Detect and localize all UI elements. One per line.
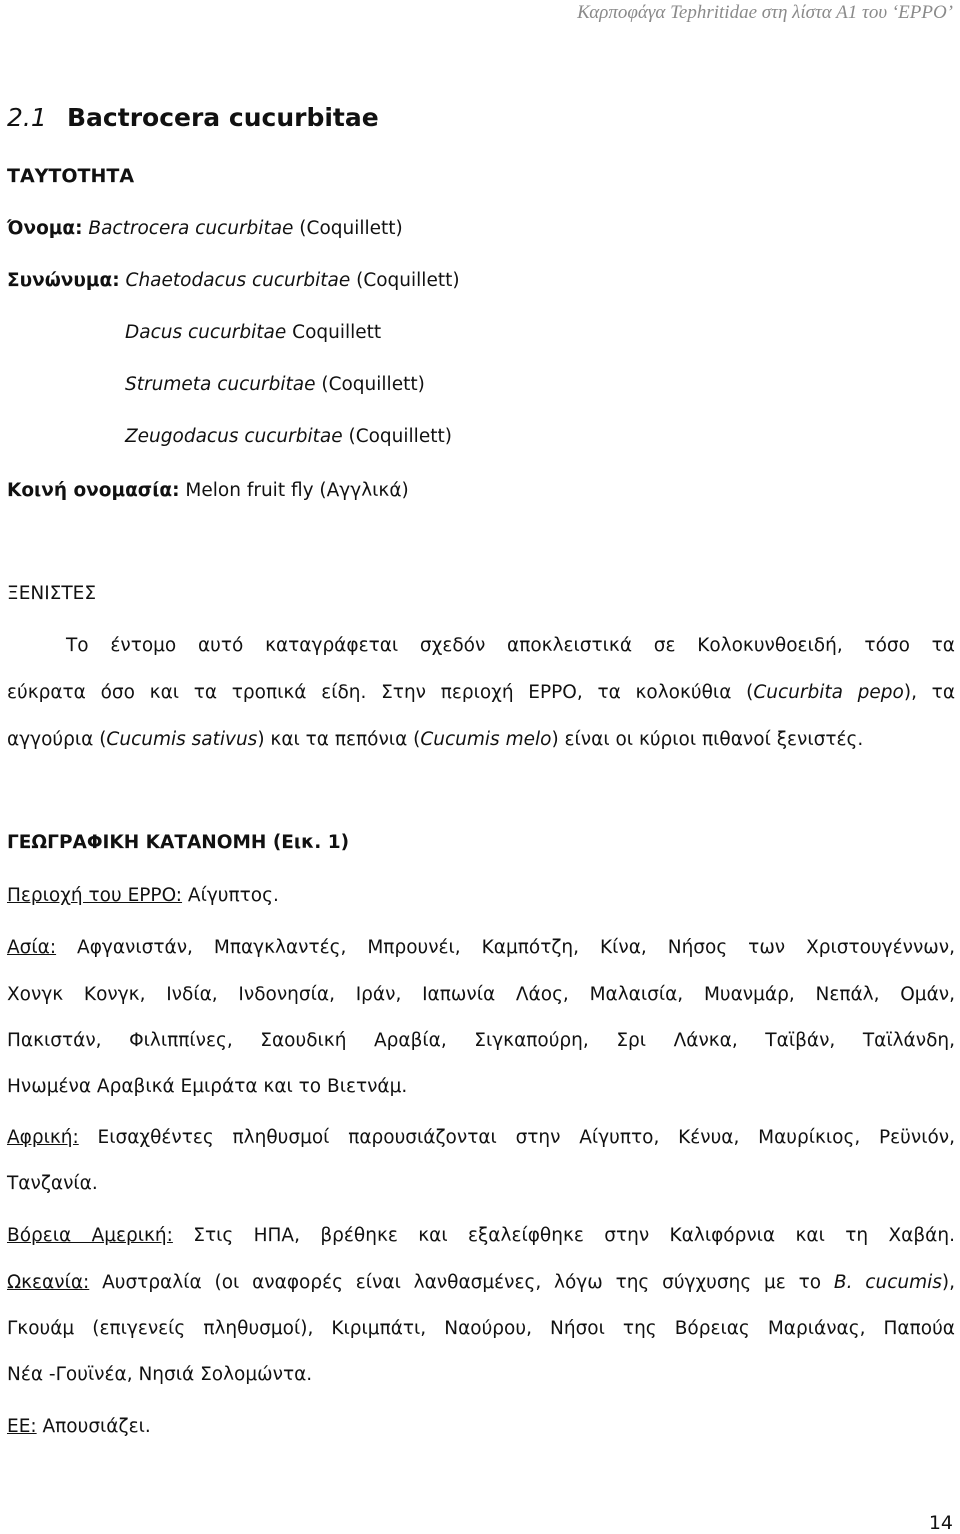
text-run: αγγούρια ( (7, 729, 107, 750)
host-species: Cucurbita pepo (753, 682, 904, 703)
oceania-line (7, 1272, 955, 1293)
common-name-label: Κοινή ονομασία: (7, 480, 180, 501)
text-run: ) και τα πεπόνια ( (257, 729, 421, 750)
common-name-line (7, 480, 409, 501)
synonym-line (125, 322, 381, 343)
species: B. cucumis (833, 1272, 942, 1293)
name-line (7, 218, 403, 239)
synonym-author: (Coquillett) (342, 426, 452, 447)
page-number: 14 (928, 1512, 953, 1534)
text-run: ), τα (903, 682, 956, 703)
section-title: Bactrocera cucurbitae (67, 103, 379, 132)
hosts-title: ΞΕΝΙΣΤΕΣ (7, 583, 97, 604)
name-label: Όνομα: (7, 218, 83, 239)
text-run: Εισαχθέντες πληθυσμοί παρουσιάζονται στην Αίγυπτο, Κένυα, Μαυρίκιος, Ρεϋνιόν, (78, 1127, 955, 1148)
eu-label: ΕΕ: (7, 1416, 37, 1437)
africa-line (7, 1127, 955, 1148)
section-heading (7, 103, 379, 132)
synonym-author: (Coquillett) (350, 270, 460, 291)
eppo-value: Αίγυπτος. (182, 885, 279, 906)
synonym-species: Strumeta cucurbitae (125, 374, 316, 395)
oceania-label: Ωκεανία: (7, 1272, 90, 1293)
africa-line: Τανζανία. (7, 1173, 98, 1194)
hosts-paragraph-line (7, 682, 955, 703)
synonym-species: Chaetodacus cucurbitae (125, 270, 351, 291)
north-america-line (7, 1225, 955, 1246)
host-species: Cucumis melo (420, 729, 552, 750)
synonym-species: Dacus cucurbitae (125, 322, 287, 343)
africa-label: Αφρική: (7, 1127, 79, 1148)
host-species: Cucumis sativus (106, 729, 258, 750)
oceania-line: Νέα -Γουϊνέα, Νησιά Σολομώντα. (7, 1364, 313, 1385)
synonym-author: Coquillett (286, 322, 382, 343)
synonyms-label: Συνώνυμα: (7, 270, 120, 291)
synonym-line (125, 426, 452, 447)
asia-line: Χονγκ Κονγκ, Ινδία, Ινδονησία, Ιράν, Ιαπωνία Λάος, Μαλαισία, Μυανμάρ, Νεπάλ, Ομάν, (7, 984, 955, 1005)
text-run: ), (941, 1272, 956, 1293)
text-run: Στις ΗΠΑ, βρέθηκε και εξαλείφθηκε στην Καλιφόρνια και τη Χαβάη. (172, 1225, 955, 1246)
hosts-paragraph-line (7, 729, 863, 750)
oceania-line: Γκουάμ (επιγενείς πληθυσμοί), Κιριμπάτι, Ναούρου, Νήσοι της Βόρειας Μαριάνας, Παπούα (7, 1318, 955, 1339)
asia-line (7, 937, 955, 958)
text-run: ) είναι οι κύριοι πιθανοί ξενιστές. (551, 729, 864, 750)
eppo-line (7, 885, 279, 906)
name-author: (Coquillett) (293, 218, 403, 239)
synonyms-line (7, 270, 460, 291)
distribution-title: ΓΕΩΓΡΑΦΙΚΗ ΚΑΤΑΝΟΜΗ (Εικ. 1) (7, 832, 350, 853)
common-name-value: Melon fruit fly (Αγγλικά) (179, 480, 409, 501)
section-number: 2.1 (7, 103, 47, 132)
synonym-species: Zeugodacus cucurbitae (125, 426, 343, 447)
asia-line: Πακιστάν, Φιλιππίνες, Σαουδική Αραβία, Σιγκαπούρη, Σρι Λάνκα, Ταϊβάν, Ταϊλάνδη, (7, 1030, 955, 1051)
name-species: Bactrocera cucurbitae (88, 218, 294, 239)
text-run: εύκρατα όσο και τα τροπικά είδη. Στην περιοχή EPPO, τα κολοκύθια ( (7, 682, 754, 703)
identity-title: ΤΑΥΤΟΤΗΤΑ (7, 165, 135, 187)
north-america-label: Βόρεια Αμερική: (7, 1225, 173, 1246)
eppo-label: Περιοχή του EPPO: (7, 885, 183, 906)
eu-value: Απουσιάζει. (36, 1416, 151, 1437)
eu-line (7, 1416, 151, 1437)
synonym-line (125, 374, 425, 395)
synonym-author: (Coquillett) (315, 374, 425, 395)
asia-line: Ηνωμένα Αραβικά Εμιράτα και το Βιετνάμ. (7, 1076, 408, 1097)
running-header: Καρποφάγα Tephritidae στη λίστα Α1 του ‘EPPO’ (577, 2, 953, 23)
hosts-paragraph-line: Το έντομο αυτό καταγράφεται σχεδόν αποκλειστικά σε Κολοκυνθοειδή, τόσο τα (66, 635, 955, 656)
asia-label: Ασία: (7, 937, 57, 958)
text-run: Αυστραλία (οι αναφορές είναι λανθασμένες, λόγω της σύγχυσης με το (89, 1272, 834, 1293)
text-run: Αφγανιστάν, Μπαγκλαντές, Μπρουνέι, Καμπότζη, Κίνα, Νήσος των Χριστουγέννων, (56, 937, 955, 958)
